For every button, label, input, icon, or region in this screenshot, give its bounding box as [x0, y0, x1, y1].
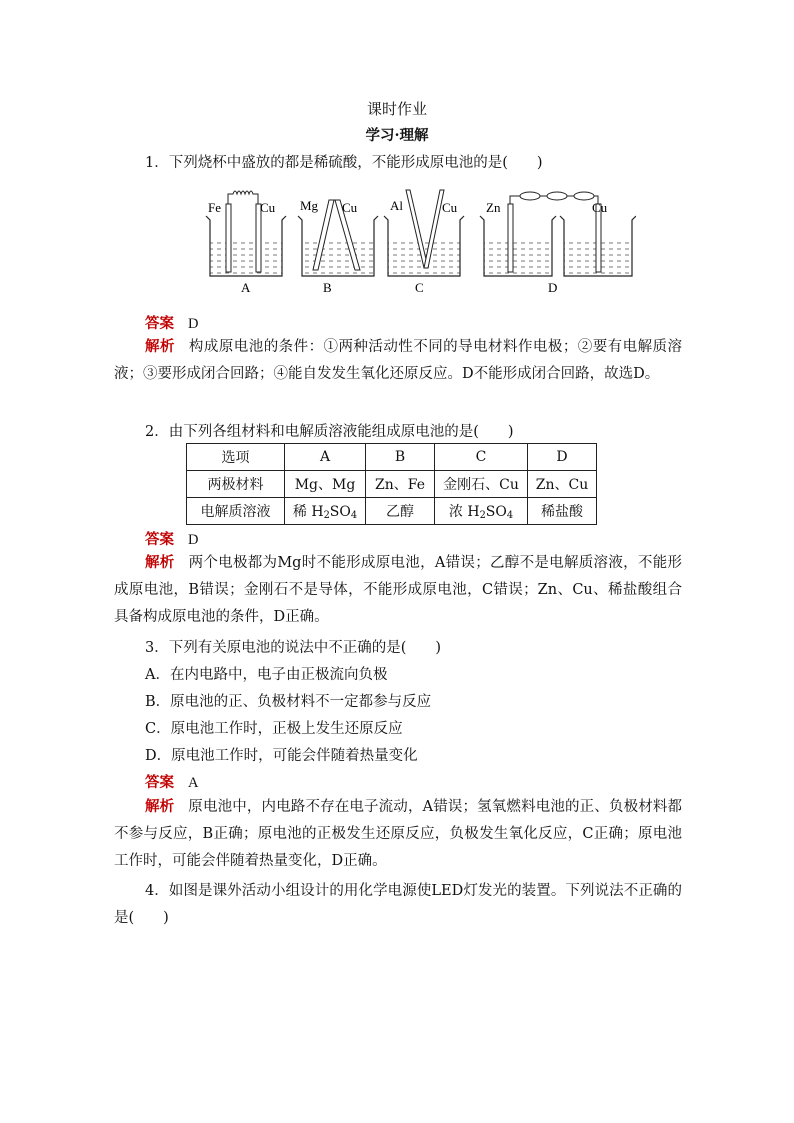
table-cell: C [435, 444, 528, 471]
table-cell: 稀盐酸 [528, 498, 597, 525]
option-d: D．原电池工作时，可能会伴随着热量变化 [145, 748, 418, 764]
question-3-stem: 3．下列有关原电池的说法中不正确的是( ) [145, 640, 442, 656]
table-cell: 电解质溶液 [187, 498, 285, 525]
beaker-b-caption: B [323, 280, 332, 295]
beaker-b-right-label: Cu [342, 200, 358, 215]
answer-value: D [188, 532, 199, 548]
section-title: 学习·理解 [365, 127, 429, 144]
analysis-label: 解析 [145, 554, 175, 571]
option-a: A．在内电路中，电子由正极流向负极 [145, 667, 388, 683]
question-1-analysis [114, 333, 682, 388]
question-2-answer [145, 528, 198, 549]
table-cell: D [528, 444, 597, 471]
table-cell: 两极材料 [187, 471, 285, 498]
beaker-c [384, 190, 464, 295]
beaker-a-left-label: Fe [208, 200, 221, 215]
beaker-c-right-label: Cu [442, 200, 458, 215]
beaker-d-left-label: Zn [486, 200, 501, 215]
beaker-d-right-label: Cu [592, 200, 608, 215]
analysis-label: 解析 [145, 338, 175, 355]
beaker-a-caption: A [241, 280, 251, 295]
beaker-d [480, 192, 636, 295]
table-row [187, 444, 597, 471]
question-4-stem: 4．如图是课外活动小组设计的用化学电源使LED灯发光的装置。下列说法不正确的是( ) [114, 883, 682, 926]
beaker-c-left-label: Al [390, 198, 403, 213]
table-cell: Zn、Cu [528, 471, 597, 498]
analysis-label: 解析 [145, 798, 175, 815]
beaker-d-caption: D [548, 280, 558, 295]
table-cell: B [366, 444, 435, 471]
question-1-stem: 1．下列烧杯中盛放的都是稀硫酸，不能形成原电池的是( ) [145, 155, 543, 171]
options-table [186, 443, 597, 525]
beaker-b-left-label: Mg [300, 198, 319, 213]
question-1-answer [145, 312, 198, 333]
answer-value: A [188, 775, 199, 791]
analysis-text: 原电池中，内电路不存在电子流动，A错误；氢氧燃料电池的正、负极材料都不参与反应，B正确；原电池的正极发生还原反应，负极发生氧化反应，C正确；原电池工作时，可能会伴随着热量变化，D正确。 [114, 799, 683, 869]
analysis-text: 构成原电池的条件：①两种活动性不同的导电材料作电极；②要有电解质溶液；③要形成闭合回路；④能自发发生氧化还原反应。D不能形成闭合回路，故选D。 [114, 339, 683, 382]
table-cell: 选项 [187, 444, 285, 471]
table-row [187, 471, 597, 498]
question-3-answer [145, 771, 198, 792]
option-c: C．原电池工作时，正极上发生还原反应 [145, 721, 403, 737]
option-b: B．原电池的正、负极材料不一定都参与反应 [145, 694, 432, 710]
beaker-c-caption: C [415, 280, 424, 295]
table-cell: A [285, 444, 366, 471]
table-cell: Mg、Mg [285, 471, 366, 498]
beaker-a [206, 191, 286, 295]
question-3-analysis [114, 793, 682, 875]
question-1-figure [192, 180, 636, 302]
answer-value: D [188, 316, 199, 332]
table-row [187, 498, 597, 525]
table-cell: Zn、Fe [366, 471, 435, 498]
table-cell: 乙醇 [366, 498, 435, 525]
table-cell: 浓 $H_2SO_4$ [435, 498, 528, 525]
analysis-text: 两个电极都为Mg时不能形成原电池，A错误；乙醇不是电解质溶液，不能形成原电池，B错误；金刚石不是导体，不能形成原电池，C错误；Zn、Cu、稀盐酸组合具备构成原电池的条件，D正确。 [114, 555, 683, 625]
table-cell: 金刚石、Cu [435, 471, 528, 498]
answer-label: 答案 [145, 531, 174, 548]
beaker-b [298, 198, 378, 295]
table-cell: 稀 $H_2SO_4$ [285, 498, 366, 525]
page-title: 课时作业 [366, 100, 427, 118]
question-2-analysis [114, 549, 682, 631]
answer-label: 答案 [145, 315, 174, 332]
question-2-stem: 2．由下列各组材料和电解质溶液能组成原电池的是( ) [145, 424, 514, 440]
answer-label: 答案 [145, 774, 174, 791]
beaker-a-right-label: Cu [260, 200, 276, 215]
